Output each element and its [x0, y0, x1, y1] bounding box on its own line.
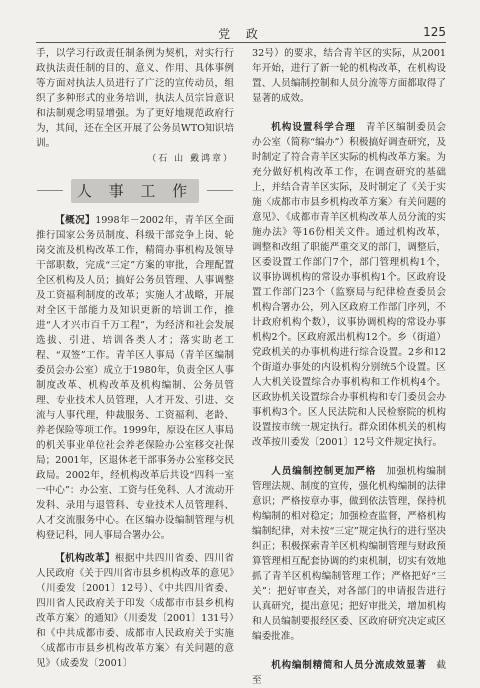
sub1-text: 青羊区编制委员会办公室（简称“编办”）积极搞好调查研究，及时制定了符合青羊区实际的机构改革方案。为充分做好机构改革工作，在调查研究的基础上，并结合青羊区实际，及时制定了《关于实施〈成都市市县乡机构改革方案〉有关问题的意见》、《成都市青羊区机构改革人员分流的实施办法》等16份相关文件。通过机构改革，调整和改组了职能严重交叉的部门，调整后，区委设置工作部门7个，部门管理机构1个，议事协调机构的常设办事机构1个。区政府设置工作部门23个（监察局与纪律检查委员会机构合署办公，列入区政府工作部门序列，不计政府机构个数），议事协调机构的常设办事机构2个。区政府派出机构12个。乡（街道）党政机关的办事机构进行综合设置。2乡和12个街道办事处的内设机构分别统5个设置。区人大机关设置综合办事机构和工作机构4个。区政协机关设置综合办事机构和专门委员会办事机构3个。区人民法院和人民检察院的机构设置按市统一规定执行。群众团体机关的机构改革按川委发〔2001〕12号文件规定执行。: [252, 122, 447, 448]
author-signature: （石 山 戴鸿章）: [147, 154, 234, 164]
paragraph-sub1: [252, 120, 446, 450]
sub3-text: 截至: [252, 660, 447, 686]
overview-label: 【概况】: [55, 215, 96, 226]
reform-label: 【机构改革】: [55, 553, 115, 564]
overview-text: 1998年－2002年，青羊区全面推行国家公务员制度、科级干部竞争上岗、轮岗交流及机构改革工作，精简办事机构及领导干部职数，完成“三定”方案的审批，合理配置全区机构及人员；搞好公务员管理、人事调整及工资福利制度的改革；实施人才战略，开展对全区干部能力及知识更新的培训工作，推进“人才兴市百千万工程”，为经济和社会发展选拔、引进、培训各类人才；落实助老工程、“双签”工作。青羊区人事局（青羊区编制委员会办公室）成立于1980年，负责全区人事制度改革、机构改革及机构编制、公务员管理、专业技术人员管理，人才开发、引进、交流与人事代理，仲裁服务、工资福利、老龄、养老保险等项工作。1999年，原设在区人事局的机关事业单位社会养老保险办公室移交社保局；2001年，区退休老干部事务办公室移交民政局。2002年，经机构改革后共设“四科一室一中心”：办公室、工资与任免科、人才流动开发科、录用与退管科、专业技术人员管理科、人才交流服务中心。在区编办设编制管理与机构登记科，同人事局合署办公。: [36, 215, 234, 541]
reform-text: 根据中共四川省委、四川省人民政府《关于四川省市县乡机构改革的意见》（川委发〔2001〕12号）、《中共四川省委、四川省人民政府关于印发〈成都市市县乡机构改革方案〉的通知》（川委发〔2001〕131号）和《中共成都市委、成都市人民政府关于实施〈成都市市县乡机构改革方案〉有关问题的意见》（成委发〔2001〕: [36, 553, 235, 669]
paragraph-reform: [36, 551, 234, 671]
page-header: [36, 24, 446, 43]
left-column: [36, 46, 234, 671]
page-number: 125: [423, 25, 446, 39]
subheading: 人员编制控制更加严格: [271, 466, 377, 477]
right-column: [252, 46, 446, 688]
paragraph-overview: [36, 213, 234, 543]
sub2-text: 加强机构编制管理法规、制度的宣传，强化机构编制的法律意识；严格按章办事，做到依法管理，保持机构编制的相对稳定；加强检查监督，严格机构编制纪律，对未按“三定”规定执行的进行坚决纠正；积极探索青羊区机构编制管理与财政预算管理相互配套协调的约束机制，切实有效地抓了青羊区机构编制管理工作；严格把好“三关”：把好审查关，对各部门的申请报告进行认真研究，提出意见；把好审批关，增加机构和人员编制要报经区委、区政府研究决定或区编委批准。: [252, 466, 447, 642]
paragraph: 32号）的要求，结合青羊区的实际，从2001年开始，进行了新一轮的机构改革，在机构设置、人员编制控制和人员分流等方面都取得了显著的成效。: [252, 48, 446, 104]
paragraph-sub3: [252, 658, 446, 688]
paragraph: 手，以学习行政责任制条例为契机，对实行行政执法责任制的目的、意义、作用、具体事例等方面对执法人员进行了广泛的宣传动员，组织了多种形式的业务培训，执法人员宗旨意识和法制观念明显增强。为了更好地规范政府行为，其间，还在全区开展了公务员WTO知识培训。: [36, 48, 234, 149]
section-title: 人 事 工 作: [76, 181, 194, 200]
subheading: 机构编制精简和人员分流成效显著: [271, 660, 427, 671]
section-banner: [71, 179, 199, 203]
subheading: 机构设置科学合理: [271, 122, 356, 133]
running-title: 党 政: [218, 27, 264, 41]
paragraph-sub2: [252, 464, 446, 644]
